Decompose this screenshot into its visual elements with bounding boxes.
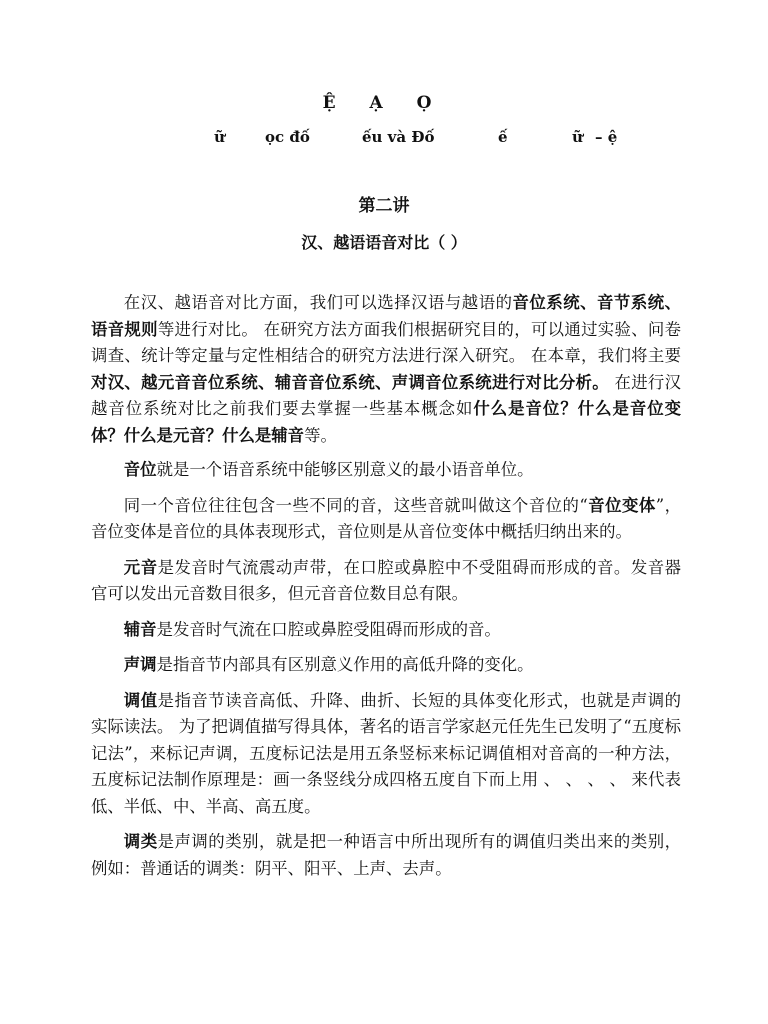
bold-term: 调值 bbox=[123, 690, 158, 710]
bold-term: 音位 bbox=[123, 460, 157, 479]
bold-term: 音位系统、音节系统、语音规则 bbox=[91, 293, 682, 339]
subtitle-part: ọc đố bbox=[265, 128, 310, 146]
text-run: 是发音时气流震动声带，在口腔或鼻腔中不受阻碍而形成的音。发音器官可以发出元音数目很多，但元音音位数目总有限。 bbox=[91, 557, 682, 603]
text-run: 是发音时气流在口腔或鼻腔受阻碍而形成的音。 bbox=[156, 619, 501, 639]
paragraph bbox=[91, 617, 681, 644]
text-run: ”，音位变体是音位的具体表现形式，音位则是从音位变体中概括归纳出来的。 bbox=[91, 495, 681, 541]
paragraph bbox=[91, 493, 681, 546]
bold-term: 对汉、越元音音位系统、辅音音位系统、声调音位系统进行对比分析。 bbox=[91, 372, 609, 392]
subtitle-part: ữ bbox=[214, 128, 225, 146]
text-run: 等进行对比。 在研究方法方面我们根据研究目的，可以通过实验、问卷调查、统计等定量与定性相结合的研究方法进行深入研究。 在本章，我们将主要 bbox=[91, 319, 682, 365]
text-run: 同一个音位往往包含一些不同的音，这些音就叫做这个音位的“ bbox=[123, 495, 588, 515]
lecture-number: 第二讲 bbox=[358, 196, 410, 216]
bold-term: 元音 bbox=[123, 557, 158, 577]
bold-term: 辅音 bbox=[123, 619, 157, 639]
subtitle-part: ếu và Đố bbox=[362, 128, 435, 146]
text-run: 在汉、越语音对比方面，我们可以选择汉语与越语的 bbox=[123, 293, 513, 312]
text-run: 是指音节读音高低、升降、曲折、长短的具体变化形式，也就是声调的实际读法。 为了把调值描写得具体，著名的语言学家赵元任先生已发明了“五度标记法”，来标记声调，五度标记法是用五条竖标来标记调值相对音高的一种方法，五度标记法制作原理是：画一条竖线分成四格五度自下而上用 、 、 、 、 来代表低、半低、中、半高、高五度。 bbox=[91, 690, 682, 816]
body-text bbox=[91, 290, 681, 891]
lecture-topic: 汉、越语语音对比（ ） bbox=[301, 233, 467, 252]
paragraph bbox=[91, 555, 681, 608]
text-run: 是指音节内部具有区别意义作用的高低升降的变化。 bbox=[156, 655, 534, 674]
bold-term: 调类 bbox=[123, 832, 158, 851]
paragraph bbox=[91, 652, 681, 679]
paragraph bbox=[91, 457, 681, 484]
text-run: 是声调的类别，就是把一种语言中所出现所有的调值归类出来的类别，例如：普通话的调类：阴平、阳平、上声、去声。 bbox=[91, 832, 682, 878]
bold-term: 声调 bbox=[123, 655, 157, 674]
subtitle-part: ế bbox=[498, 128, 508, 146]
text-run: 就是一个语音系统中能够区别意义的最小语音单位。 bbox=[156, 460, 534, 479]
text-run: 在进行汉越音位系统对比之前我们要去掌握一些基本概念如 bbox=[91, 372, 681, 418]
paragraph bbox=[91, 688, 681, 821]
text-run: 等。 bbox=[304, 425, 337, 445]
bold-term: 什么是音位？什么是音位变体？什么是元音？什么是辅音 bbox=[91, 399, 681, 445]
document-subtitle bbox=[214, 128, 618, 150]
paragraph bbox=[91, 829, 681, 882]
document-title: Ệ Ạ Ọ bbox=[322, 93, 446, 113]
subtitle-part: – ệ bbox=[595, 128, 618, 146]
bold-term: 音位变体 bbox=[587, 495, 656, 515]
subtitle-part: ữ bbox=[572, 128, 583, 146]
paragraph bbox=[91, 290, 681, 449]
